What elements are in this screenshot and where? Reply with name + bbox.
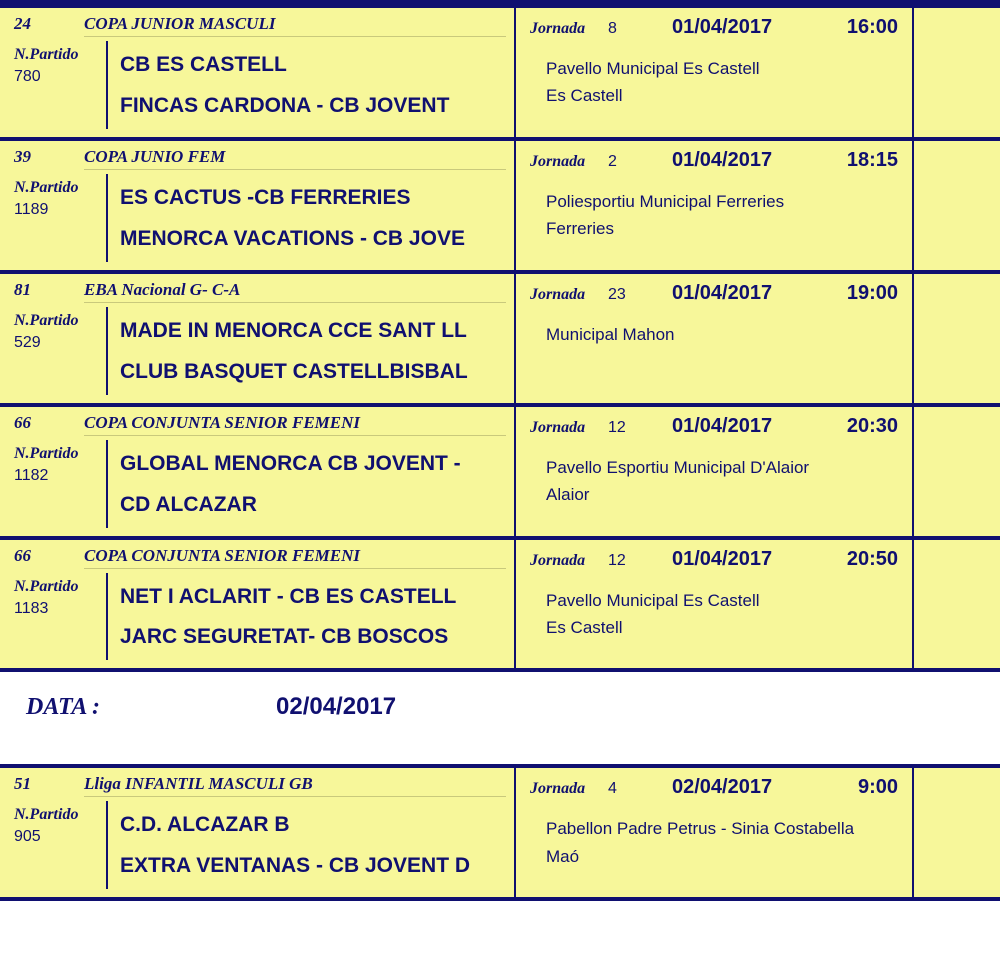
match-row — [0, 4, 1000, 141]
team-away: MENORCA VACATIONS - CB JOVE — [120, 226, 465, 250]
match-right-column — [516, 8, 914, 137]
jornada-line — [530, 776, 898, 799]
match-time: 20:30 — [846, 414, 898, 437]
teams-box — [106, 41, 514, 129]
match-left-column — [0, 540, 516, 669]
team-home: GLOBAL MENORCA CB JOVENT - — [120, 451, 461, 475]
teams-box — [106, 801, 514, 889]
match-tail-column — [914, 407, 1000, 536]
match-date: 01/04/2017 — [672, 547, 773, 570]
match-date: 02/04/2017 — [672, 776, 773, 799]
team-away: EXTRA VENTANAS - CB JOVENT D — [120, 854, 471, 878]
team-home: NET I ACLARIT - CB ES CASTELL — [120, 584, 457, 608]
teams-line — [0, 174, 514, 262]
competition-number: 51 — [14, 774, 31, 794]
match-left-column — [0, 274, 516, 403]
partido-number: 1183 — [14, 599, 49, 617]
competition-number: 66 — [14, 545, 31, 565]
competition-number: 81 — [14, 279, 31, 299]
match-row — [0, 274, 1000, 407]
team-home: C.D. ALCAZAR B — [120, 813, 290, 837]
match-left-column — [0, 407, 516, 536]
match-tail-column — [914, 274, 1000, 403]
partido-label: N.Partido — [14, 311, 79, 329]
match-date: 01/04/2017 — [672, 414, 773, 437]
match-right-column — [516, 768, 914, 897]
competition-name: COPA JUNIOR MASCULI — [84, 14, 506, 37]
competition-line — [0, 774, 514, 799]
match-row — [0, 407, 1000, 540]
teams-line — [0, 307, 514, 395]
jornada-number: 12 — [608, 551, 626, 569]
partido-number: 905 — [14, 828, 41, 846]
partido-number: 780 — [14, 68, 41, 85]
match-time: 16:00 — [846, 16, 898, 38]
partido-box — [14, 801, 106, 889]
competition-name: COPA CONJUNTA SENIOR FEMENI — [84, 546, 506, 569]
venue-name: Municipal Mahon — [546, 324, 675, 344]
competition-number: 39 — [14, 146, 31, 166]
match-date: 01/04/2017 — [672, 281, 773, 304]
venue-name: Pabellon Padre Petrus - Sinia Costabella — [546, 819, 855, 839]
match-tail-column — [914, 768, 1000, 897]
venue-city: Alaior — [546, 484, 590, 504]
jornada-number: 2 — [608, 152, 617, 170]
jornada-number: 8 — [608, 20, 617, 37]
venue-name: Poliesportiu Municipal Ferreries — [546, 191, 785, 211]
competition-line — [0, 413, 514, 438]
venue-name: Pavello Municipal Es Castell — [546, 59, 760, 78]
teams-line — [0, 440, 514, 528]
match-tail-column — [914, 540, 1000, 669]
venue-name: Pavello Esportiu Municipal D'Alaior — [546, 457, 810, 477]
partido-box — [14, 573, 106, 661]
partido-number: 1189 — [14, 200, 49, 218]
competition-line — [0, 546, 514, 571]
match-left-column — [0, 768, 516, 897]
jornada-number: 23 — [608, 285, 626, 303]
teams-line — [0, 801, 514, 889]
match-date: 01/04/2017 — [672, 148, 773, 171]
teams-line — [0, 41, 514, 129]
match-tail-column — [914, 141, 1000, 270]
jornada-number: 12 — [608, 418, 626, 436]
match-time: 9:00 — [857, 776, 898, 799]
match-right-column — [516, 274, 914, 403]
match-row — [0, 540, 1000, 673]
competition-number: 66 — [14, 412, 31, 432]
competition-name: COPA JUNIO FEM — [84, 147, 506, 170]
match-time: 20:50 — [846, 547, 898, 570]
competition-line — [0, 147, 514, 172]
competition-line — [0, 280, 514, 305]
partido-box — [14, 307, 106, 395]
partido-box — [14, 41, 106, 129]
date-separator-label: DATA : — [26, 693, 101, 720]
team-away: FINCAS CARDONA - CB JOVENT — [120, 93, 450, 117]
jornada-line — [530, 548, 898, 571]
section-spacer — [0, 742, 1000, 764]
match-row — [0, 764, 1000, 901]
venue-city: Ferreries — [546, 219, 615, 239]
competition-name: COPA CONJUNTA SENIOR FEMENI — [84, 413, 506, 436]
competition-line — [0, 14, 514, 39]
venue-city: Es Castell — [546, 86, 623, 106]
teams-line — [0, 573, 514, 661]
teams-box — [106, 174, 514, 262]
venue-city: Es Castell — [546, 617, 623, 637]
competition-number: 24 — [14, 14, 31, 33]
team-home: MADE IN MENORCA CCE SANT LL — [120, 318, 467, 342]
jornada-line — [530, 16, 898, 39]
jornada-line — [530, 415, 898, 438]
teams-box — [106, 307, 514, 395]
jornada-label: Jornada — [530, 285, 586, 303]
jornada-number: 4 — [608, 780, 617, 798]
teams-box — [106, 573, 514, 661]
match-right-column — [516, 141, 914, 270]
match-left-column — [0, 8, 516, 137]
jornada-label: Jornada — [530, 551, 586, 569]
team-away: CD ALCAZAR — [120, 492, 257, 516]
partido-box — [14, 440, 106, 528]
jornada-label: Jornada — [530, 20, 586, 37]
partido-label: N.Partido — [14, 577, 79, 595]
partido-number: 1182 — [14, 466, 49, 484]
team-away: JARC SEGURETAT- CB BOSCOS — [120, 625, 449, 649]
partido-label: N.Partido — [14, 46, 79, 63]
teams-box — [106, 440, 514, 528]
venue-name: Pavello Municipal Es Castell — [546, 590, 760, 610]
jornada-line — [530, 149, 898, 172]
match-row — [0, 141, 1000, 274]
team-home: ES CACTUS -CB FERRERIES — [120, 185, 411, 209]
match-left-column — [0, 141, 516, 270]
match-tail-column — [914, 8, 1000, 137]
competition-name: Lliga INFANTIL MASCULI GB — [84, 774, 506, 797]
partido-number: 529 — [14, 333, 41, 351]
team-away: CLUB BASQUET CASTELLBISBAL — [120, 359, 468, 383]
jornada-label: Jornada — [530, 152, 586, 170]
match-right-column — [516, 540, 914, 669]
match-right-column — [516, 407, 914, 536]
jornada-label: Jornada — [530, 418, 586, 436]
partido-label: N.Partido — [14, 444, 79, 462]
partido-label: N.Partido — [14, 178, 79, 196]
competition-name: EBA Nacional G- C-A — [84, 280, 506, 303]
match-time: 19:00 — [846, 281, 898, 304]
jornada-line — [530, 282, 898, 305]
match-time: 18:15 — [846, 148, 898, 171]
partido-box — [14, 174, 106, 262]
team-home: CB ES CASTELL — [120, 53, 287, 76]
jornada-label: Jornada — [530, 780, 586, 798]
venue-city: Maó — [546, 846, 580, 866]
match-date: 01/04/2017 — [672, 16, 773, 38]
partido-label: N.Partido — [14, 806, 79, 824]
date-separator-value: 02/04/2017 — [276, 693, 397, 721]
date-separator — [0, 672, 1000, 742]
